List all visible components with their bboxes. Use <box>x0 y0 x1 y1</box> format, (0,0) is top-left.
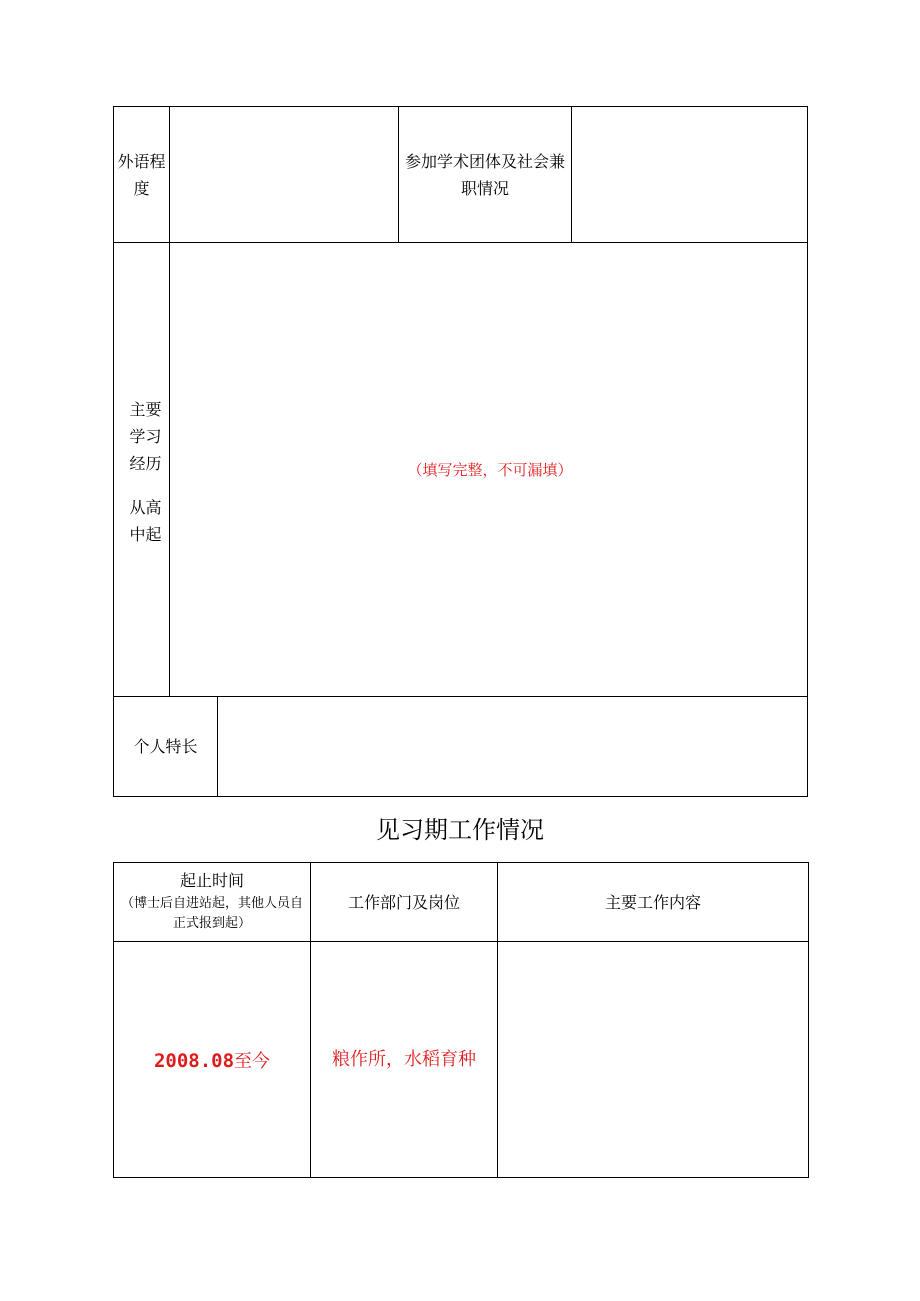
specialty-label: 个人特长 <box>133 737 198 756</box>
work-content-field[interactable] <box>498 942 808 1177</box>
education-fill-hint: （填写完整，不可漏填） <box>407 461 573 479</box>
education-history-label: 主要 学习 经历 从高 中起 <box>129 400 162 544</box>
header-period: 起止时间 （博士后自进站起，其他人员自 正式报到起） <box>120 871 303 931</box>
academic-societies-field[interactable] <box>572 107 807 242</box>
header-department: 工作部门及岗位 <box>347 893 460 912</box>
period-value[interactable]: 2008.08至今 <box>153 1050 271 1072</box>
specialty-field[interactable] <box>218 697 807 796</box>
header-content: 主要工作内容 <box>604 893 701 912</box>
foreign-language-field[interactable] <box>170 107 398 242</box>
section-title: 见习期工作情况 <box>376 816 544 844</box>
foreign-language-label: 外语程 度 <box>117 152 166 198</box>
department-value[interactable]: 粮作所，水稻育种 <box>332 1049 476 1070</box>
academic-societies-label: 参加学术团体及社会兼 职情况 <box>404 152 565 198</box>
